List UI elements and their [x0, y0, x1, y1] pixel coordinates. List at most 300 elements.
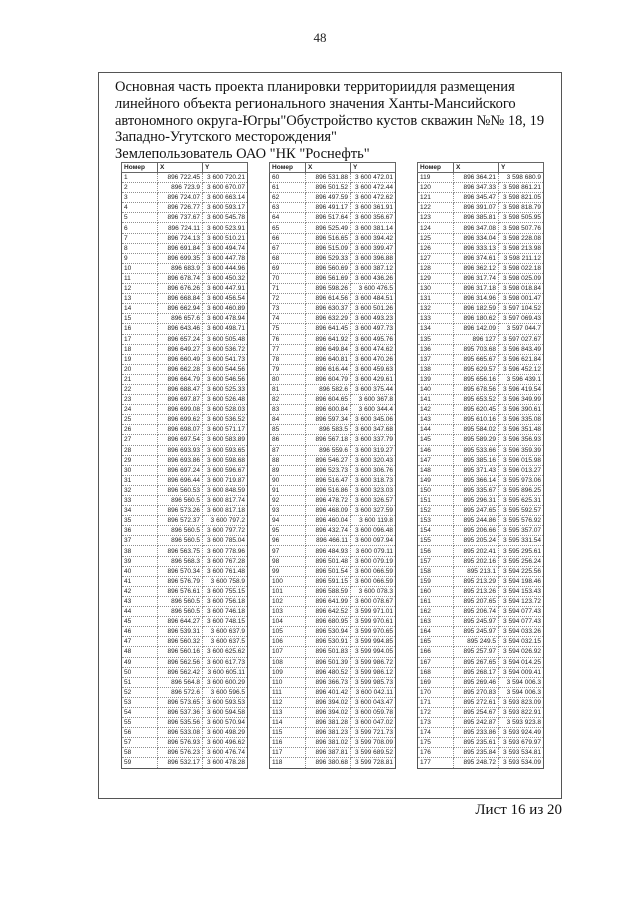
coord-x: 896 381.02 — [306, 738, 351, 748]
table-row — [270, 233, 396, 243]
table-row — [270, 263, 396, 273]
table-row — [122, 304, 248, 314]
coord-x: 896 641.99 — [306, 596, 351, 606]
point-number: 163 — [418, 617, 454, 627]
point-number: 124 — [418, 223, 454, 233]
coord-y: 3 594 009.41 — [499, 667, 544, 677]
coord-y: 3 600 097.94 — [351, 536, 396, 546]
table-header-row — [122, 163, 248, 173]
point-number: 64 — [270, 213, 306, 223]
coord-x: 896 614.56 — [306, 294, 351, 304]
table-row — [122, 485, 248, 495]
coord-y: 3 600 399.47 — [351, 243, 396, 253]
point-number: 112 — [270, 697, 306, 707]
coord-y: 3 598 213.98 — [499, 243, 544, 253]
table-row — [122, 284, 248, 294]
table-row — [122, 405, 248, 415]
coord-y: 3 600 748.15 — [203, 617, 248, 627]
coord-x: 896 394.02 — [306, 697, 351, 707]
coord-y: 3 597 069.43 — [499, 314, 544, 324]
coord-y: 3 600 593.65 — [203, 445, 248, 455]
coord-y: 3 600 571.17 — [203, 425, 248, 435]
coord-y: 3 593 534.09 — [499, 758, 544, 768]
coord-x: 896 722.45 — [158, 173, 203, 183]
table-row — [418, 354, 544, 364]
table-row — [270, 536, 396, 546]
table-row — [270, 294, 396, 304]
coord-x: 896 381.23 — [306, 728, 351, 738]
coord-y: 3 596 843.49 — [499, 344, 544, 354]
point-number: 176 — [418, 748, 454, 758]
coord-y: 3 600 505.48 — [203, 334, 248, 344]
table-row — [122, 516, 248, 526]
table-row — [418, 395, 544, 405]
table-row — [122, 334, 248, 344]
coord-x: 895 653.52 — [454, 395, 499, 405]
table-row — [122, 576, 248, 586]
table-row — [418, 445, 544, 455]
point-number: 3 — [122, 193, 158, 203]
point-number: 26 — [122, 425, 158, 435]
coord-y: 3 600 345.06 — [351, 415, 396, 425]
table-row — [270, 697, 396, 707]
point-number: 151 — [418, 496, 454, 506]
coord-x: 896 680.95 — [306, 617, 351, 627]
table-row — [270, 405, 396, 415]
point-number: 127 — [418, 253, 454, 263]
table-row — [418, 304, 544, 314]
point-number: 155 — [418, 536, 454, 546]
coord-x: 895 213.1 — [454, 566, 499, 576]
coord-y: 3 600 042.11 — [351, 687, 396, 697]
table-row — [418, 465, 544, 475]
table-row — [122, 435, 248, 445]
coord-y: 3 593 924.49 — [499, 728, 544, 738]
coord-y: 3 600 319.27 — [351, 445, 396, 455]
point-number: 84 — [270, 415, 306, 425]
point-number: 25 — [122, 415, 158, 425]
point-number: 78 — [270, 354, 306, 364]
table-row — [418, 707, 544, 717]
table-row — [122, 243, 248, 253]
point-number: 11 — [122, 273, 158, 283]
coord-y: 3 593 823.09 — [499, 697, 544, 707]
coord-x: 895 296.31 — [454, 496, 499, 506]
coord-x: 895 245.97 — [454, 617, 499, 627]
coord-y: 3 600 356.67 — [351, 213, 396, 223]
coord-y: 3 596 356.93 — [499, 435, 544, 445]
column-header: X — [306, 163, 351, 173]
table-row — [122, 728, 248, 738]
point-number: 159 — [418, 576, 454, 586]
coord-y: 3 600 755.15 — [203, 586, 248, 596]
point-number: 44 — [122, 607, 158, 617]
coord-x: 896 387.81 — [306, 748, 351, 758]
point-number: 136 — [418, 344, 454, 354]
coord-y: 3 600 546.56 — [203, 374, 248, 384]
coord-x: 895 249.5 — [454, 637, 499, 647]
point-number: 121 — [418, 193, 454, 203]
point-number: 24 — [122, 405, 158, 415]
point-number: 141 — [418, 395, 454, 405]
coord-y: 3 599 970.61 — [351, 617, 396, 627]
coord-x: 896 560.5 — [158, 536, 203, 546]
point-number: 10 — [122, 263, 158, 273]
point-number: 144 — [418, 425, 454, 435]
coord-x: 895 272.61 — [454, 697, 499, 707]
point-number: 36 — [122, 526, 158, 536]
coord-x: 896 582.6 — [306, 384, 351, 394]
coord-y: 3 599 986.72 — [351, 657, 396, 667]
table-row — [418, 667, 544, 677]
table-row — [270, 637, 396, 647]
table-row — [270, 334, 396, 344]
point-number: 37 — [122, 536, 158, 546]
table-row — [122, 627, 248, 637]
table-row — [270, 677, 396, 687]
coord-y: 3 594 198.46 — [499, 576, 544, 586]
table-row — [270, 647, 396, 657]
coord-y: 3 600 570.94 — [203, 718, 248, 728]
coord-x: 896 466.11 — [306, 536, 351, 546]
coord-y: 3 600 746.18 — [203, 607, 248, 617]
coord-x: 895 584.02 — [454, 425, 499, 435]
coord-x: 896 604.65 — [306, 395, 351, 405]
coord-x: 895 269.46 — [454, 677, 499, 687]
table-row — [270, 395, 396, 405]
table-row — [122, 223, 248, 233]
table-row — [270, 243, 396, 253]
table-row — [122, 253, 248, 263]
coord-x: 896 546.27 — [306, 455, 351, 465]
point-number: 108 — [270, 657, 306, 667]
coord-y: 3 600 594.58 — [203, 707, 248, 717]
coord-y: 3 600 367.8 — [351, 395, 396, 405]
table-row — [122, 354, 248, 364]
point-number: 145 — [418, 435, 454, 445]
coord-y: 3 599 728.81 — [351, 758, 396, 768]
column-header: Y — [351, 163, 396, 173]
table-row — [270, 556, 396, 566]
point-number: 158 — [418, 566, 454, 576]
coord-y: 3 595 576.92 — [499, 516, 544, 526]
table-row — [270, 273, 396, 283]
coord-x: 896 688.47 — [158, 384, 203, 394]
coord-x: 895 656.16 — [454, 374, 499, 384]
coord-y: 3 599 971.01 — [351, 607, 396, 617]
coord-x: 895 244.86 — [454, 516, 499, 526]
coord-y: 3 598 507.76 — [499, 223, 544, 233]
coord-x: 896 573.26 — [158, 506, 203, 516]
table-row — [418, 546, 544, 556]
point-number: 165 — [418, 637, 454, 647]
coord-y: 3 596 452.12 — [499, 364, 544, 374]
table-row — [270, 445, 396, 455]
table-row — [270, 415, 396, 425]
coord-y: 3 600 761.48 — [203, 566, 248, 576]
point-number: 71 — [270, 284, 306, 294]
point-number: 173 — [418, 718, 454, 728]
coord-y: 3 600 593.53 — [203, 697, 248, 707]
coord-y: 3 600 043.47 — [351, 697, 396, 707]
table-row — [418, 273, 544, 283]
document-title — [115, 79, 555, 163]
coord-x: 895 533.66 — [454, 445, 499, 455]
coord-y: 3 595 896.25 — [499, 485, 544, 495]
table-row — [418, 324, 544, 334]
table-row — [270, 758, 396, 768]
column-header: Y — [203, 163, 248, 173]
point-number: 54 — [122, 707, 158, 717]
coord-x: 896 567.18 — [306, 435, 351, 445]
coord-x: 896 537.36 — [158, 707, 203, 717]
coord-x: 895 254.67 — [454, 707, 499, 717]
point-number: 53 — [122, 697, 158, 707]
coord-x: 896 597.34 — [306, 415, 351, 425]
coord-x: 896 529.33 — [306, 253, 351, 263]
table-row — [418, 475, 544, 485]
point-number: 29 — [122, 455, 158, 465]
point-number: 43 — [122, 596, 158, 606]
table-row — [122, 203, 248, 213]
coord-y: 3 600 848.59 — [203, 485, 248, 495]
point-number: 14 — [122, 304, 158, 314]
coord-y: 3 600 323.03 — [351, 485, 396, 495]
coord-x: 895 366.14 — [454, 475, 499, 485]
point-number: 104 — [270, 617, 306, 627]
column-header: X — [454, 163, 499, 173]
table-row — [270, 738, 396, 748]
point-number: 138 — [418, 364, 454, 374]
coord-x: 895 620.45 — [454, 405, 499, 415]
coord-x: 896 380.68 — [306, 758, 351, 768]
coord-x: 896 572.37 — [158, 516, 203, 526]
coord-x: 896 616.44 — [306, 364, 351, 374]
coord-x: 895 205.24 — [454, 536, 499, 546]
coord-x: 895 665.67 — [454, 354, 499, 364]
point-number: 41 — [122, 576, 158, 586]
point-number: 115 — [270, 728, 306, 738]
table-row — [270, 687, 396, 697]
point-number: 126 — [418, 243, 454, 253]
table-row — [418, 677, 544, 687]
point-number: 122 — [418, 203, 454, 213]
table-row — [418, 758, 544, 768]
table-row — [122, 607, 248, 617]
coord-x: 896 604.79 — [306, 374, 351, 384]
coord-x: 896 693.93 — [158, 445, 203, 455]
coord-x: 896 697.87 — [158, 395, 203, 405]
table-row — [122, 667, 248, 677]
table-row — [122, 173, 248, 183]
coord-y: 3 600 484.51 — [351, 294, 396, 304]
coord-y: 3 600 381.14 — [351, 223, 396, 233]
coord-y: 3 600 079.11 — [351, 546, 396, 556]
coordinate-table-3 — [417, 162, 544, 769]
coord-x: 895 703.68 — [454, 344, 499, 354]
coord-y: 3 600 361.91 — [351, 203, 396, 213]
point-number: 130 — [418, 284, 454, 294]
table-row — [122, 738, 248, 748]
table-row — [270, 707, 396, 717]
table-row — [122, 718, 248, 728]
coord-y: 3 600 493.23 — [351, 314, 396, 324]
coord-y: 3 600 079.19 — [351, 556, 396, 566]
coord-y: 3 599 689.52 — [351, 748, 396, 758]
coord-x: 896 401.42 — [306, 687, 351, 697]
table-row — [418, 506, 544, 516]
coord-y: 3 600 541.73 — [203, 354, 248, 364]
coord-x: 896 347.08 — [454, 223, 499, 233]
coord-y: 3 596 359.39 — [499, 445, 544, 455]
point-number: 120 — [418, 183, 454, 193]
coord-y: 3 598 861.21 — [499, 183, 544, 193]
coord-x: 896 180.62 — [454, 314, 499, 324]
table-row — [122, 536, 248, 546]
coord-x: 896 644.27 — [158, 617, 203, 627]
coord-x: 896 432.74 — [306, 526, 351, 536]
table-row — [122, 687, 248, 697]
table-row — [270, 546, 396, 556]
table-row — [418, 687, 544, 697]
coord-x: 896 381.28 — [306, 718, 351, 728]
table-row — [418, 556, 544, 566]
coord-y: 3 600 478.94 — [203, 314, 248, 324]
coord-x: 896 564.8 — [158, 677, 203, 687]
table-row — [270, 435, 396, 445]
coord-x: 896 515.09 — [306, 243, 351, 253]
coord-x: 896 696.44 — [158, 475, 203, 485]
coord-x: 896 678.74 — [158, 273, 203, 283]
table-row — [418, 516, 544, 526]
point-number: 52 — [122, 687, 158, 697]
point-number: 28 — [122, 445, 158, 455]
table-row — [122, 617, 248, 627]
point-number: 175 — [418, 738, 454, 748]
table-row — [418, 415, 544, 425]
coord-x: 896 683.9 — [158, 263, 203, 273]
coord-y: 3 600 583.89 — [203, 435, 248, 445]
coord-y: 3 598 505.95 — [499, 213, 544, 223]
point-number: 146 — [418, 445, 454, 455]
coordinate-table-1 — [121, 162, 248, 769]
coord-x: 896 560.16 — [158, 647, 203, 657]
table-row — [270, 496, 396, 506]
table-row — [418, 617, 544, 627]
point-number: 50 — [122, 667, 158, 677]
table-row — [122, 748, 248, 758]
point-number: 85 — [270, 425, 306, 435]
point-number: 93 — [270, 506, 306, 516]
point-number: 9 — [122, 253, 158, 263]
page-number: 48 — [313, 30, 327, 45]
point-number: 117 — [270, 748, 306, 758]
coord-x: 896 576.79 — [158, 576, 203, 586]
table-row — [122, 384, 248, 394]
coord-x: 896 560.32 — [158, 637, 203, 647]
point-number: 106 — [270, 637, 306, 647]
table-row — [122, 707, 248, 717]
point-number: 102 — [270, 596, 306, 606]
point-number: 47 — [122, 637, 158, 647]
coord-x: 896 317.18 — [454, 284, 499, 294]
point-number: 177 — [418, 758, 454, 768]
coord-y: 3 596 349.99 — [499, 395, 544, 405]
coord-x: 896 576.23 — [158, 748, 203, 758]
table-row — [418, 384, 544, 394]
coord-x: 896 562.42 — [158, 667, 203, 677]
coord-x: 896 533.08 — [158, 728, 203, 738]
table-row — [270, 374, 396, 384]
coord-y: 3 600 663.14 — [203, 193, 248, 203]
coord-x: 896 660.49 — [158, 354, 203, 364]
table-row — [418, 697, 544, 707]
table-row — [122, 566, 248, 576]
table-row — [122, 445, 248, 455]
coord-x: 895 245.97 — [454, 627, 499, 637]
coord-y: 3 600 637.5 — [203, 637, 248, 647]
coord-y: 3 600 047.02 — [351, 718, 396, 728]
point-number: 116 — [270, 738, 306, 748]
coord-x: 896 142.09 — [454, 324, 499, 334]
coordinate-table-2 — [269, 162, 396, 769]
coord-x: 896 641.92 — [306, 334, 351, 344]
coord-x: 895 233.86 — [454, 728, 499, 738]
coord-y: 3 600 472.44 — [351, 183, 396, 193]
coord-x: 895 335.67 — [454, 485, 499, 495]
coord-x: 896 484.93 — [306, 546, 351, 556]
point-number: 57 — [122, 738, 158, 748]
coord-x: 895 235.61 — [454, 738, 499, 748]
coord-x: 896 573.65 — [158, 697, 203, 707]
coord-x: 896 478.72 — [306, 496, 351, 506]
coord-x: 896 314.96 — [454, 294, 499, 304]
table-row — [270, 193, 396, 203]
coord-y: 3 595 256.24 — [499, 556, 544, 566]
coord-y: 3 600 720.21 — [203, 173, 248, 183]
point-number: 38 — [122, 546, 158, 556]
coord-x: 895 202.41 — [454, 546, 499, 556]
table-row — [122, 647, 248, 657]
coord-y: 3 594 077.43 — [499, 617, 544, 627]
coord-x: 896 668.84 — [158, 294, 203, 304]
point-number: 68 — [270, 253, 306, 263]
coord-x: 896 697.54 — [158, 435, 203, 445]
point-number: 172 — [418, 707, 454, 717]
point-number: 69 — [270, 263, 306, 273]
coord-y: 3 598 818.79 — [499, 203, 544, 213]
coord-y: 3 596 335.08 — [499, 415, 544, 425]
point-number: 59 — [122, 758, 158, 768]
coord-y: 3 598 022.18 — [499, 263, 544, 273]
point-number: 169 — [418, 677, 454, 687]
sheet-footer: Лист 16 из 20 — [475, 802, 562, 818]
point-number: 90 — [270, 475, 306, 485]
point-number: 49 — [122, 657, 158, 667]
coord-y: 3 596 351.48 — [499, 425, 544, 435]
point-number: 30 — [122, 465, 158, 475]
point-number: 167 — [418, 657, 454, 667]
coord-x: 896 559.6 — [306, 445, 351, 455]
coord-y: 3 599 994.05 — [351, 647, 396, 657]
coord-x: 896 640.81 — [306, 354, 351, 364]
table-row — [418, 284, 544, 294]
table-row — [270, 657, 396, 667]
coord-x: 896 699.62 — [158, 415, 203, 425]
coord-y: 3 594 026.92 — [499, 647, 544, 657]
point-number: 164 — [418, 627, 454, 637]
coord-y: 3 600 327.59 — [351, 506, 396, 516]
